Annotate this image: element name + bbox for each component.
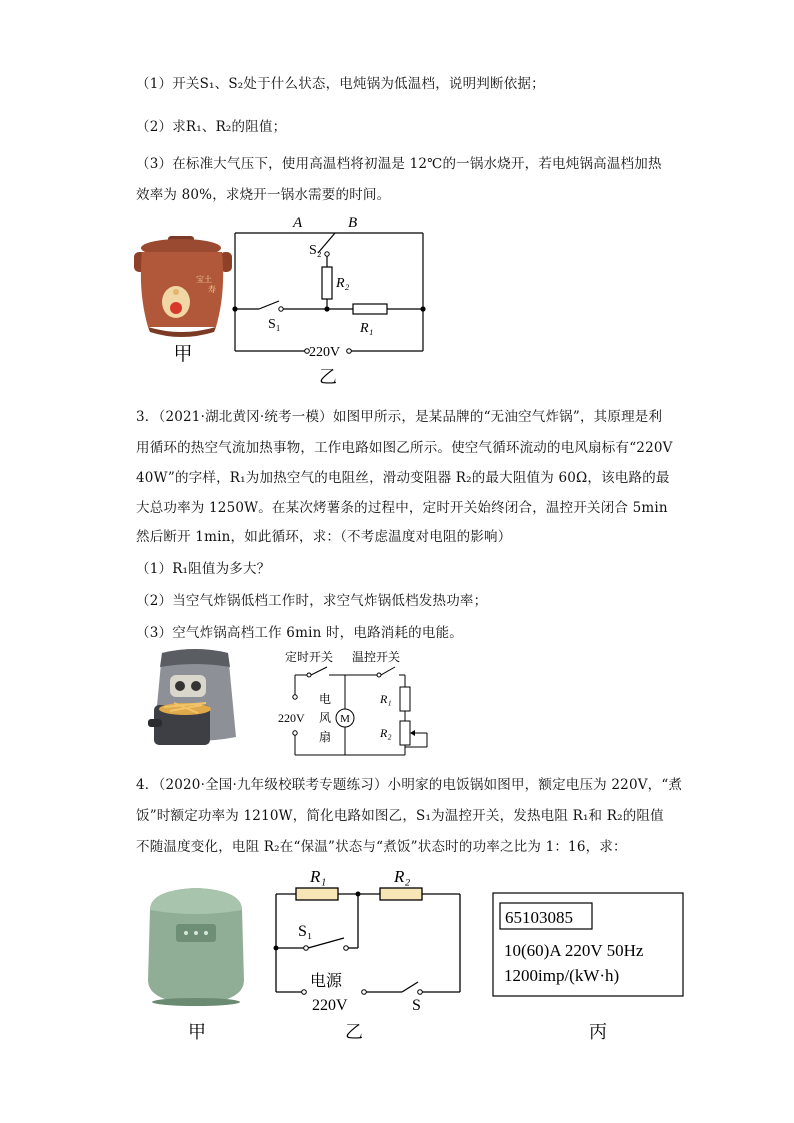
question-3-3: （3）空气炸锅高档工作 6min 时，电路消耗的电能。 bbox=[136, 625, 463, 641]
question-4-intro-line1: 4．（2020·全国·九年级校联考专题练习）小明家的电饭锅如图甲，额定电压为 220V，“煮 bbox=[136, 777, 683, 793]
label-fan-char-1: 电 bbox=[319, 692, 332, 706]
meter-reading: 65103085 bbox=[505, 908, 573, 927]
label-fan-char-2: 风 bbox=[319, 711, 332, 725]
label-220v-3: 220V bbox=[312, 997, 348, 1014]
motor-symbol: M bbox=[340, 713, 350, 725]
question-1-3-line2: 效率为 80%，求烧开一锅水需要的时间。 bbox=[136, 187, 391, 203]
label-R1: R₁ bbox=[360, 321, 374, 336]
caption-yi-1: 乙 bbox=[319, 367, 337, 385]
label-R1-2: R₁ bbox=[380, 692, 392, 706]
label-B: B bbox=[348, 215, 358, 231]
label-R1-3: R₁ bbox=[310, 867, 327, 886]
circuit-diagram-2 bbox=[275, 647, 445, 765]
label-R2-3: R₂ bbox=[394, 867, 411, 886]
circuit-diagram-3 bbox=[262, 860, 472, 1050]
question-3-intro-line2: 用循环的热空气流加热事物，工作电路如图乙所示。使空气循环流动的电风扇标有“220V bbox=[136, 440, 673, 456]
question-3-intro-line1: 3．（2021·湖北黄冈·统考一模）如图甲所示，是某品牌的“无油空气炸锅”，其原理是利 bbox=[136, 409, 663, 425]
label-power-source: 电源 bbox=[310, 971, 343, 990]
meter-rating: 10(60)A 220V 50Hz bbox=[504, 941, 644, 960]
label-R2: R₂ bbox=[336, 276, 350, 291]
question-1-1: （1）开关S₁、S₂处于什么状态，电炖锅为低温档，说明判断依据； bbox=[136, 76, 545, 92]
label-R2-2: R₂ bbox=[380, 726, 392, 740]
label-S1: S₁ bbox=[268, 317, 281, 332]
pot-text-1: 宝土 bbox=[196, 275, 212, 284]
air-fryer-figure bbox=[140, 645, 250, 757]
label-S1-3: S₁ bbox=[298, 923, 313, 940]
question-3-2: （2）当空气炸锅低档工作时，求空气炸锅低档发热功率； bbox=[136, 593, 488, 609]
caption-yi-3: 乙 bbox=[345, 1022, 363, 1043]
question-4-intro-line2: 饭”时额定功率为 1210W，简化电路如图乙，S₁为温控开关，发热电阻 R₁和 R₂的阻值 bbox=[136, 808, 664, 824]
question-1-3-line1: （3）在标准大气压下，使用高温档将初温是 12℃的一锅水烧开，若电炖锅高温档加热 bbox=[136, 156, 662, 172]
meter-constant: 1200imp/(kW·h) bbox=[504, 966, 620, 985]
label-220v-1: 220V bbox=[309, 345, 341, 360]
label-220v-2: 220V bbox=[278, 711, 305, 725]
label-S2: S₂ bbox=[309, 243, 322, 258]
question-4-intro-line3: 不随温度变化，电阻 R₂在“保温”状态与“煮饭”状态时的功率之比为 1：16，求： bbox=[136, 839, 627, 855]
caption-jia-1: 甲 bbox=[173, 343, 193, 365]
question-1-2: （2）求R₁、R₂的阻值； bbox=[136, 119, 287, 135]
caption-bing: 丙 bbox=[589, 1022, 607, 1043]
caption-jia-3: 甲 bbox=[188, 1022, 206, 1043]
label-timer-switch: 定时开关 bbox=[285, 650, 334, 664]
stew-pot-figure bbox=[128, 232, 238, 372]
question-3-1: （1）R₁阻值为多大？ bbox=[136, 561, 271, 577]
rice-cooker-figure bbox=[140, 880, 255, 1050]
pot-text-2: 寿 bbox=[208, 285, 216, 294]
label-S-3: S bbox=[412, 997, 421, 1014]
label-temp-switch: 温控开关 bbox=[352, 650, 401, 664]
label-fan-char-3: 扇 bbox=[319, 730, 332, 744]
question-3-intro-line3: 40W”的字样，R₁为加热空气的电阻丝，滑动变阻器 R₂的最大阻值为 60Ω，该电路的最 bbox=[136, 470, 670, 486]
question-3-intro-line5: 然后断开 1min，如此循环，求：（不考虑温度对电阻的影响） bbox=[136, 529, 512, 545]
electricity-meter-figure bbox=[490, 886, 690, 1044]
circuit-diagram-1 bbox=[225, 210, 440, 385]
label-A: A bbox=[293, 215, 303, 231]
question-3-intro-line4: 大总功率为 1250W。在某次烤薯条的过程中，定时开关始终闭合，温控开关闭合 5min bbox=[136, 500, 668, 516]
